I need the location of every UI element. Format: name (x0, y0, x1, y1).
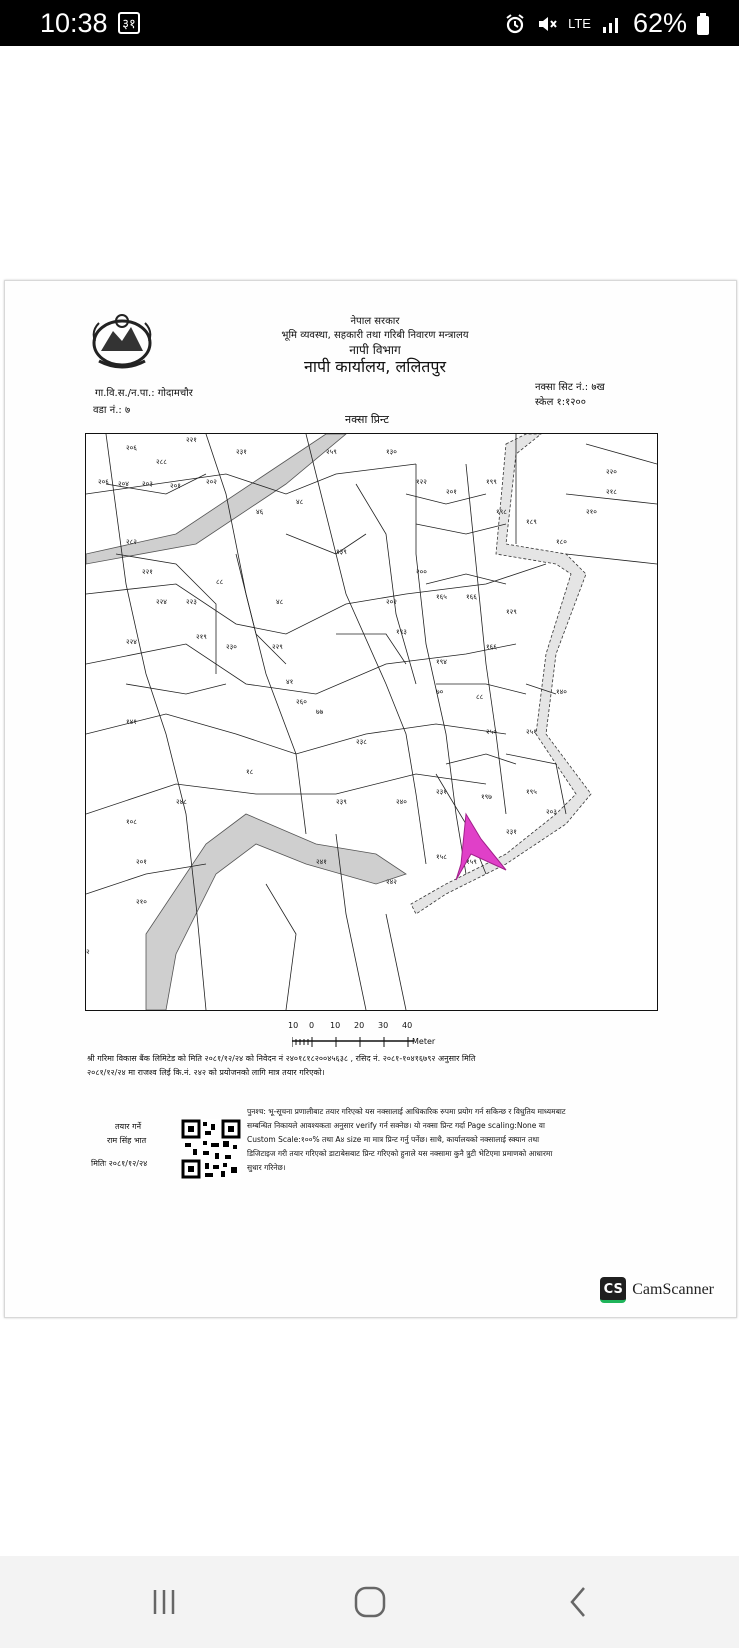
svg-text:१६६: १६६ (486, 643, 497, 651)
svg-text:२०२: २०२ (386, 598, 397, 606)
svg-text:२३०: २३० (226, 643, 237, 651)
note-line-2: सम्बन्धित निकायले आवश्यकता अनुसार verify गर्न सक्नेछ। यो नक्सा प्रिन्ट गर्दा Page scaling:None वा (247, 1121, 545, 1130)
svg-text:१८९: १८९ (526, 518, 537, 526)
svg-text:२२०: २२० (606, 468, 617, 476)
camscanner-logo-icon: CS (600, 1277, 626, 1303)
vdc-label: गा.वि.स./न.पा.: गोदामचौर (95, 388, 193, 399)
scale-tick-label: 0 (309, 1021, 315, 1030)
svg-text:२४१: २४१ (316, 858, 327, 866)
battery-percent: 62% (632, 8, 687, 38)
svg-text:२३१: २३१ (506, 828, 517, 836)
svg-text:२८२: २८२ (126, 538, 137, 546)
svg-text:१९३: १९३ (396, 628, 407, 636)
svg-text:२०४: २०४ (118, 480, 129, 488)
system-nav-bar (0, 1556, 739, 1648)
request-line-2: २०८१/१२/२४ मा राजश्व लिई कि.नं. २४२ को प्रयोजनको लागि मात्र तयार गरिएको। (87, 1068, 325, 1077)
svg-text:७७: ७७ (316, 708, 324, 716)
svg-text:४१: ४१ (286, 678, 294, 686)
svg-text:२२९: २२९ (272, 643, 283, 651)
map-drawing (86, 434, 657, 1010)
map-title: नक्सा प्रिन्ट (345, 413, 389, 426)
svg-text:८८: ८८ (216, 578, 224, 586)
prepared-by-label: तयार गर्ने (115, 1122, 142, 1131)
scale-tick-label: 30 (378, 1021, 389, 1030)
svg-text:२०१: २०१ (446, 488, 457, 496)
lte-indicator: LTE (568, 15, 591, 31)
svg-text:१९४: १९४ (436, 658, 447, 666)
nepal-emblem-icon (89, 311, 155, 373)
svg-text:१४०: १४० (556, 688, 567, 696)
sheet-no-label: नक्सा सिट नं.: ७ख (535, 382, 605, 393)
svg-text:१३०: १३० (386, 448, 397, 456)
svg-text:२१९: २१९ (196, 633, 207, 641)
svg-text:४८: ४८ (296, 498, 304, 506)
svg-text:२६०: २६० (296, 698, 307, 706)
home-icon (353, 1585, 387, 1619)
svg-text:२४८: २४८ (176, 798, 187, 806)
status-time: 10:38 (40, 8, 108, 38)
note-line-4: डिजिटाइज गरी तयार गरिएको डाटाबेसबाट प्रिन्ट गरिएको हुनाले यस नक्सामा कुनै त्रुटी भेटिएमा प्रमाणको आधारमा (247, 1149, 553, 1158)
camscanner-watermark (600, 1277, 714, 1303)
svg-text:१९९: १९९ (486, 478, 497, 486)
scale-bar-graphic (292, 1027, 432, 1053)
svg-text:२५१: २५१ (526, 728, 537, 736)
svg-text:२२१: २२१ (142, 568, 153, 576)
svg-text:१४१: १४१ (126, 718, 137, 726)
svg-text:१२२: १२२ (416, 478, 427, 486)
document-viewer[interactable] (0, 46, 739, 1556)
svg-text:१९७: १९७ (481, 793, 492, 801)
header-gov: नेपाल सरकार (350, 316, 400, 327)
header-department: नापी विभाग (349, 343, 401, 357)
status-icons (504, 8, 709, 39)
svg-text:४८: ४८ (276, 598, 284, 606)
scale-unit-label: Meter (412, 1037, 436, 1046)
svg-text:२२३: २२३ (186, 598, 197, 606)
camscanner-text: CamScanner (632, 1281, 714, 1298)
svg-text:२५०: २५० (486, 728, 497, 736)
svg-text:२०६: २०६ (126, 444, 137, 452)
back-chevron-icon (566, 1585, 590, 1619)
svg-text:१९८: १९८ (496, 508, 507, 516)
svg-text:२८८: २८८ (156, 458, 167, 466)
scanned-page[interactable] (4, 280, 737, 1318)
mute-icon (536, 13, 558, 35)
cadastral-map[interactable] (85, 433, 658, 1011)
scale-tick-label: 10 (330, 1021, 341, 1030)
svg-text:१५८: १५८ (436, 853, 447, 861)
svg-text:२००: २०० (416, 568, 427, 576)
svg-text:२०१: २०१ (136, 858, 147, 866)
svg-text:१६५: १६५ (436, 593, 447, 601)
svg-text:१९५: १९५ (526, 788, 537, 796)
signal-icon (601, 13, 623, 35)
svg-text:१८०: १८० (556, 538, 567, 546)
svg-text:२०३: २०३ (142, 480, 153, 488)
svg-text:२१०: २१० (136, 898, 147, 906)
svg-text:१५९: १५९ (466, 858, 477, 866)
svg-text:१६६: १६६ (466, 593, 477, 601)
svg-text:२०३: २०३ (546, 808, 557, 816)
svg-text:१३९: १३९ (336, 548, 347, 556)
prepared-by-name: राम सिंह भात (107, 1136, 147, 1145)
scale-label: स्केल १:१२०० (535, 397, 586, 408)
svg-text:२०२: २०२ (206, 478, 217, 486)
scale-tick-label: 40 (402, 1021, 413, 1030)
recent-apps-button[interactable] (134, 1580, 194, 1624)
svg-text:४६: ४६ (256, 508, 264, 516)
svg-text:२३१: २३१ (436, 788, 447, 796)
back-button[interactable] (548, 1580, 608, 1624)
svg-text:८८: ८८ (476, 693, 484, 701)
svg-text:२०६: २०६ (98, 478, 109, 486)
request-line-1: श्री गरिमा विकास बैंक लिमिटेड को मिति २०८१/१२/२४ को निवेदन नं २४०१८१८२००४५६३८ , रसिद नं. २०८१-१०४१६७९२ अनुसार मिति (87, 1054, 476, 1063)
svg-text:१८: १८ (246, 768, 254, 776)
svg-text:२२४: २२४ (126, 638, 137, 646)
svg-text:२१०: २१० (586, 508, 597, 516)
svg-text:२२४: २२४ (156, 598, 167, 606)
qr-code-icon (181, 1119, 241, 1179)
battery-icon (697, 13, 709, 35)
scale-tick-label: 10 (288, 1021, 299, 1030)
recent-apps-icon (149, 1587, 179, 1617)
home-button[interactable] (340, 1580, 400, 1624)
svg-text:२५९: २५९ (326, 448, 337, 456)
note-line-1: पुनश्च: भू-सूचना प्रणालीबाट तयार गरिएको यस नक्सालाई आधिकारिक रुपमा प्रयोग गर्न सकिन्छ र विधुतिय माध्यमबाट (247, 1107, 566, 1116)
svg-text:७०: ७० (436, 688, 444, 696)
header-office: नापी कार्यालय, ललितपुर (303, 357, 447, 376)
svg-text:२४२: २४२ (386, 878, 397, 886)
svg-text:१०८: १०८ (126, 818, 137, 826)
svg-text:२३१: २३१ (236, 448, 247, 456)
svg-text:१२९: १२९ (506, 608, 517, 616)
status-bar (0, 0, 739, 46)
calendar-badge-icon: ३१ (118, 12, 140, 34)
scale-tick-label: 20 (354, 1021, 365, 1030)
note-line-3: Custom Scale:१००% तथा A४ size मा मात्र प्रिन्ट गर्नु पर्नेछ। साथै, कार्यालयको नक्सालाई स्क्यान तथा (247, 1135, 540, 1144)
svg-text:२१८: २१८ (606, 488, 617, 496)
svg-text:२३९: २३९ (336, 798, 347, 806)
svg-text:२४०: २४० (396, 798, 407, 806)
date-label: मितिः २०८१/१२/२४ (91, 1159, 148, 1168)
svg-text:२०१: २०१ (170, 482, 181, 490)
note-line-5: सुधार गरिनेछ। (247, 1163, 286, 1172)
svg-text:२: २ (86, 948, 90, 956)
ward-label: वडा नं.: ७ (93, 405, 131, 416)
svg-text:२३८: २३८ (356, 738, 367, 746)
alarm-icon (504, 13, 526, 35)
svg-text:२२१: २२१ (186, 436, 197, 444)
header-ministry: भूमि व्यवस्था, सहकारी तथा गरिबी निवारण मन्त्रालय (281, 330, 469, 341)
